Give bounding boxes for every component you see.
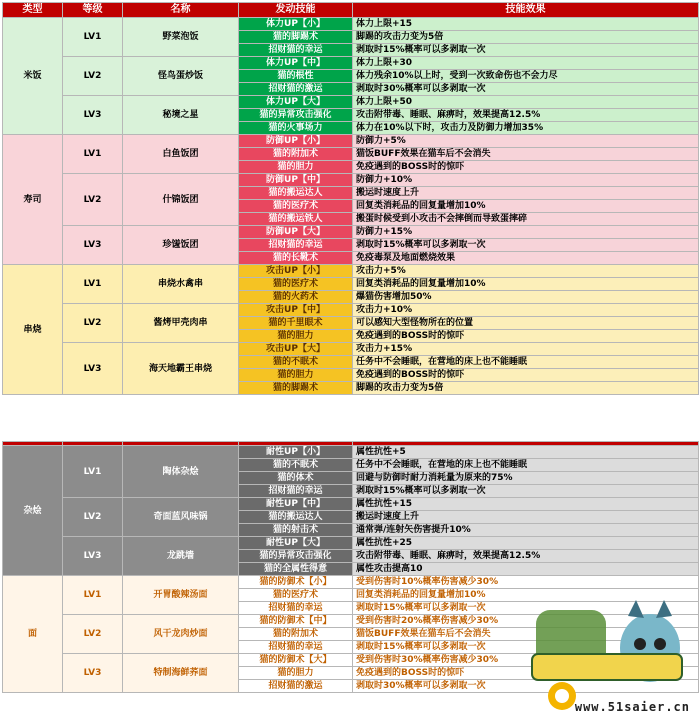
- skill-cell: 攻击UP【中】: [239, 304, 353, 317]
- level-cell: LV3: [63, 537, 123, 576]
- effect-cell: 体力上限+15: [353, 18, 699, 31]
- effect-cell: 剥取时15%概率可以多剥取一次: [353, 602, 699, 615]
- skill-cell: 耐性UP【小】: [239, 446, 353, 459]
- effect-cell: 免疫毒泵及地面燃烧效果: [353, 252, 699, 265]
- effect-cell: 受到伤害时30%概率伤害减少30%: [353, 654, 699, 667]
- effect-cell: 剥取时15%概率可以多剥取一次: [353, 641, 699, 654]
- skill-cell: 攻击UP【大】: [239, 343, 353, 356]
- effect-cell: 回复类消耗品的回复量增加10%: [353, 589, 699, 602]
- food-type-cell: 米饭: [3, 18, 63, 135]
- level-cell: LV1: [63, 18, 123, 57]
- dish-name-cell: 秘境之星: [123, 96, 239, 135]
- effect-cell: 猫饭BUFF效果在猫车后不会消失: [353, 148, 699, 161]
- skill-cell: 猫的搬运铁人: [239, 213, 353, 226]
- dish-name-cell: 怪鸟蛋炒饭: [123, 57, 239, 96]
- skill-cell: 猫的射击术: [239, 524, 353, 537]
- table-row: [3, 343, 699, 356]
- dish-name-cell: 开胃酸辣汤面: [123, 576, 239, 615]
- table-row: [3, 18, 699, 31]
- header-type: 类型: [3, 3, 63, 18]
- effect-cell: 攻击力+10%: [353, 304, 699, 317]
- effect-cell: 属性抗性+25: [353, 537, 699, 550]
- skill-cell: 防御UP【中】: [239, 174, 353, 187]
- level-cell: LV2: [63, 498, 123, 537]
- level-cell: LV2: [63, 615, 123, 654]
- effect-cell: 攻击力+15%: [353, 343, 699, 356]
- food-type-cell: 杂烩: [3, 446, 63, 576]
- skill-cell: 猫的搬运达人: [239, 511, 353, 524]
- table-row: [3, 265, 699, 278]
- skill-cell: 猫的胆力: [239, 330, 353, 343]
- effect-cell: 攻击附带毒、睡眠、麻痹时，效果提高12.5%: [353, 550, 699, 563]
- skill-cell: 招财猫的幸运: [239, 44, 353, 57]
- dish-name-cell: 野菜泡饭: [123, 18, 239, 57]
- skill-cell: 猫的胆力: [239, 667, 353, 680]
- skill-cell: 猫的附加术: [239, 148, 353, 161]
- header-name: 名称: [123, 3, 239, 18]
- skill-cell: 耐性UP【大】: [239, 537, 353, 550]
- dish-name-cell: 陶体杂烩: [123, 446, 239, 498]
- skill-cell: 防御UP【大】: [239, 226, 353, 239]
- skill-cell: 猫的长靴术: [239, 252, 353, 265]
- level-cell: LV2: [63, 57, 123, 96]
- effect-cell: 剥取时30%概率可以多剥取一次: [353, 680, 699, 693]
- table-row: [3, 304, 699, 317]
- effect-cell: 受到伤害时20%概率伤害减少30%: [353, 615, 699, 628]
- effect-cell: 回复类消耗品的回复量增加10%: [353, 278, 699, 291]
- dish-name-cell: 特制海鲜荞面: [123, 654, 239, 693]
- food-table-body: [3, 18, 699, 395]
- skill-cell: 猫的全属性得意: [239, 563, 353, 576]
- level-cell: LV3: [63, 654, 123, 693]
- skill-cell: 招财猫的幸运: [239, 239, 353, 252]
- site-watermark: [518, 596, 694, 716]
- skill-cell: 猫的胆力: [239, 369, 353, 382]
- level-cell: LV1: [63, 135, 123, 174]
- effect-cell: 回避与防御时耐力消耗量为原来的75%: [353, 472, 699, 485]
- effect-cell: 免疫遇到的BOSS时的惊吓: [353, 369, 699, 382]
- effect-cell: 爆猫伤害增加50%: [353, 291, 699, 304]
- header-effect: 技能效果: [353, 3, 699, 18]
- skill-cell: 猫的不眠术: [239, 459, 353, 472]
- skill-cell: 招财猫的幸运: [239, 602, 353, 615]
- table-header-row: [3, 3, 699, 18]
- table-row: [3, 174, 699, 187]
- effect-cell: 防御力+10%: [353, 174, 699, 187]
- level-cell: LV1: [63, 265, 123, 304]
- effect-cell: 免疫遇到的BOSS时的惊吓: [353, 330, 699, 343]
- effect-cell: 猫饭BUFF效果在猫车后不会消失: [353, 628, 699, 641]
- effect-cell: 任务中不会睡眠，在营地的床上也不能睡眠: [353, 356, 699, 369]
- skill-cell: 猫的防御术【大】: [239, 654, 353, 667]
- dish-name-cell: 酱烤甲壳肉串: [123, 304, 239, 343]
- skill-cell: 招财猫的幸运: [239, 641, 353, 654]
- skill-cell: 猫的根性: [239, 70, 353, 83]
- dish-name-cell: 龙跳墙: [123, 537, 239, 576]
- skill-cell: 猫的胆力: [239, 161, 353, 174]
- table-row: [3, 498, 699, 511]
- effect-cell: 剥取时15%概率可以多剥取一次: [353, 239, 699, 252]
- skill-cell: 猫的医疗术: [239, 589, 353, 602]
- effect-cell: 任务中不会睡眠，在营地的床上也不能睡眠: [353, 459, 699, 472]
- skill-cell: 猫的医疗术: [239, 200, 353, 213]
- skill-cell: 猫的千里眼术: [239, 317, 353, 330]
- effect-cell: 属性抗性+15: [353, 498, 699, 511]
- watermark-url: www.51saier.cn: [574, 700, 690, 714]
- effect-cell: 免疫遇到的BOSS时的惊吓: [353, 161, 699, 174]
- table-row: [3, 135, 699, 148]
- level-cell: LV1: [63, 576, 123, 615]
- effect-cell: 剥取时30%概率可以多剥取一次: [353, 83, 699, 96]
- skill-cell: 猫的搬运达人: [239, 187, 353, 200]
- dish-name-cell: 风干龙肉炒面: [123, 615, 239, 654]
- dish-name-cell: 奇面蓝风味锅: [123, 498, 239, 537]
- level-cell: LV1: [63, 446, 123, 498]
- dish-name-cell: 串烧水禽串: [123, 265, 239, 304]
- felyne-mascot-icon: [518, 596, 694, 716]
- header-skill: 发动技能: [239, 3, 353, 18]
- skill-cell: 猫的不眠术: [239, 356, 353, 369]
- skill-cell: 猫的异常攻击强化: [239, 550, 353, 563]
- effect-cell: 脚踢的攻击力变为5倍: [353, 382, 699, 395]
- effect-cell: 体力残余10%以上时，受到一次致命伤也不会力尽: [353, 70, 699, 83]
- effect-cell: 体力上限+50: [353, 96, 699, 109]
- table-row: [3, 446, 699, 459]
- skill-cell: 猫的异常攻击强化: [239, 109, 353, 122]
- skill-cell: 体力UP【小】: [239, 18, 353, 31]
- skill-cell: 猫的附加术: [239, 628, 353, 641]
- level-cell: LV3: [63, 343, 123, 395]
- effect-cell: 搬蛋时候受到小攻击不会摔倒而导致蛋摔碎: [353, 213, 699, 226]
- effect-cell: 回复类消耗品的回复量增加10%: [353, 200, 699, 213]
- skill-cell: 猫的医疗术: [239, 278, 353, 291]
- effect-cell: 通常弹/连射矢伤害提升10%: [353, 524, 699, 537]
- level-cell: LV3: [63, 226, 123, 265]
- skill-cell: 招财猫的幸运: [239, 485, 353, 498]
- effect-cell: 防御力+5%: [353, 135, 699, 148]
- dish-name-cell: 海天地霸王串烧: [123, 343, 239, 395]
- skill-cell: 体力UP【中】: [239, 57, 353, 70]
- skill-cell: 猫的火事场力: [239, 122, 353, 135]
- effect-cell: 受到伤害时10%概率伤害减少30%: [353, 576, 699, 589]
- effect-cell: 攻击力+5%: [353, 265, 699, 278]
- skill-cell: 猫的防御术【小】: [239, 576, 353, 589]
- effect-cell: 属性抗性+5: [353, 446, 699, 459]
- effect-cell: 防御力+15%: [353, 226, 699, 239]
- header-level: 等级: [63, 3, 123, 18]
- effect-cell: 剥取时15%概率可以多剥取一次: [353, 485, 699, 498]
- skill-cell: 猫的体术: [239, 472, 353, 485]
- level-cell: LV3: [63, 96, 123, 135]
- skill-cell: 攻击UP【小】: [239, 265, 353, 278]
- table-row: [3, 96, 699, 109]
- effect-cell: 攻击附带毒、睡眠、麻痹时，效果提高12.5%: [353, 109, 699, 122]
- effect-cell: 搬运时速度上升: [353, 511, 699, 524]
- food-type-cell: 面: [3, 576, 63, 693]
- skill-cell: 体力UP【大】: [239, 96, 353, 109]
- skill-cell: 耐性UP【中】: [239, 498, 353, 511]
- skill-cell: 猫的防御术【中】: [239, 615, 353, 628]
- effect-cell: 可以感知大型怪物所在的位置: [353, 317, 699, 330]
- effect-cell: 剥取时15%概率可以多剥取一次: [353, 44, 699, 57]
- table-row: [3, 537, 699, 550]
- food-type-cell: 寿司: [3, 135, 63, 265]
- food-skill-table: [2, 2, 699, 395]
- effect-cell: 体力上限+30: [353, 57, 699, 70]
- effect-cell: 体力在10%以下时，攻击力及防御力增加35%: [353, 122, 699, 135]
- skill-cell: 猫的火药术: [239, 291, 353, 304]
- table-row: [3, 226, 699, 239]
- effect-cell: 属性攻击提高10: [353, 563, 699, 576]
- skill-cell: 猫的脚踢术: [239, 382, 353, 395]
- effect-cell: 搬运时速度上升: [353, 187, 699, 200]
- level-cell: LV2: [63, 174, 123, 226]
- table-row: [3, 576, 699, 589]
- dish-name-cell: 珍馐饭团: [123, 226, 239, 265]
- skill-cell: 招财猫的激运: [239, 83, 353, 96]
- table-row: [3, 57, 699, 70]
- skill-cell: 猫的脚踢术: [239, 31, 353, 44]
- dish-name-cell: 白鱼饭团: [123, 135, 239, 174]
- effect-cell: 脚踢的攻击力变为5倍: [353, 31, 699, 44]
- food-type-cell: 串烧: [3, 265, 63, 395]
- skill-cell: 招财猫的激运: [239, 680, 353, 693]
- level-cell: LV2: [63, 304, 123, 343]
- dish-name-cell: 什锦饭团: [123, 174, 239, 226]
- skill-cell: 防御UP【小】: [239, 135, 353, 148]
- effect-cell: 免疫遇到的BOSS时的惊吓: [353, 667, 699, 680]
